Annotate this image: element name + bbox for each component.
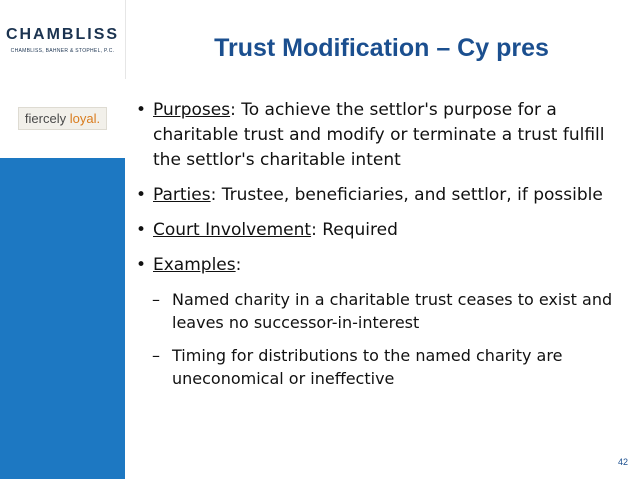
tagline-badge <box>18 107 107 130</box>
tagline-part1: fiercely <box>24 111 70 126</box>
bullet-parties <box>136 183 626 208</box>
bullet-dot: • <box>136 185 147 205</box>
sidebar <box>0 0 125 479</box>
bullet-term: Examples <box>153 255 236 275</box>
sub-bullet-dash: – <box>152 290 160 309</box>
sub-bullet-text: Named charity in a charitable trust ceases to exist and leaves no successor-in-interest <box>172 290 613 332</box>
firm-logo <box>0 0 126 79</box>
bullet-term: Court Involvement <box>153 220 312 240</box>
accent-band <box>0 158 125 479</box>
bullet-purposes <box>136 98 626 173</box>
bullet-examples <box>136 253 626 278</box>
bullet-dot: • <box>136 255 147 275</box>
bullet-text: : Trustee, beneficiaries, and settlor, if possible <box>210 185 603 205</box>
bullet-term: Parties <box>153 185 211 205</box>
sub-bullet-timing <box>136 344 626 390</box>
sub-bullet-named-charity <box>136 288 626 334</box>
logo-name: CHAMBLISS <box>5 25 120 43</box>
slide-content <box>136 98 626 400</box>
logo-subtitle: CHAMBLISS, BAHNER & STOPHEL, P.C. <box>10 47 115 54</box>
sub-bullet-dash: – <box>152 346 160 365</box>
bullet-term: Purposes <box>153 100 231 120</box>
bullet-text: : <box>235 255 242 275</box>
bullet-court-involvement <box>136 218 626 243</box>
sub-bullet-text: Timing for distributions to the named charity are uneconomical or ineffective <box>172 346 563 388</box>
tagline-part2: loyal. <box>69 111 101 126</box>
bullet-dot: • <box>136 220 147 240</box>
page-number: 42 <box>617 457 628 467</box>
bullet-text: : Required <box>311 220 398 240</box>
bullet-text: : To achieve the settlor's purpose for a charitable trust and modify or terminate a trust fulfill the settlor's charitable intent <box>153 100 605 170</box>
bullet-dot: • <box>136 100 147 120</box>
slide-title: Trust Modification – Cy pres <box>214 34 549 62</box>
tagline-panel <box>0 79 125 158</box>
